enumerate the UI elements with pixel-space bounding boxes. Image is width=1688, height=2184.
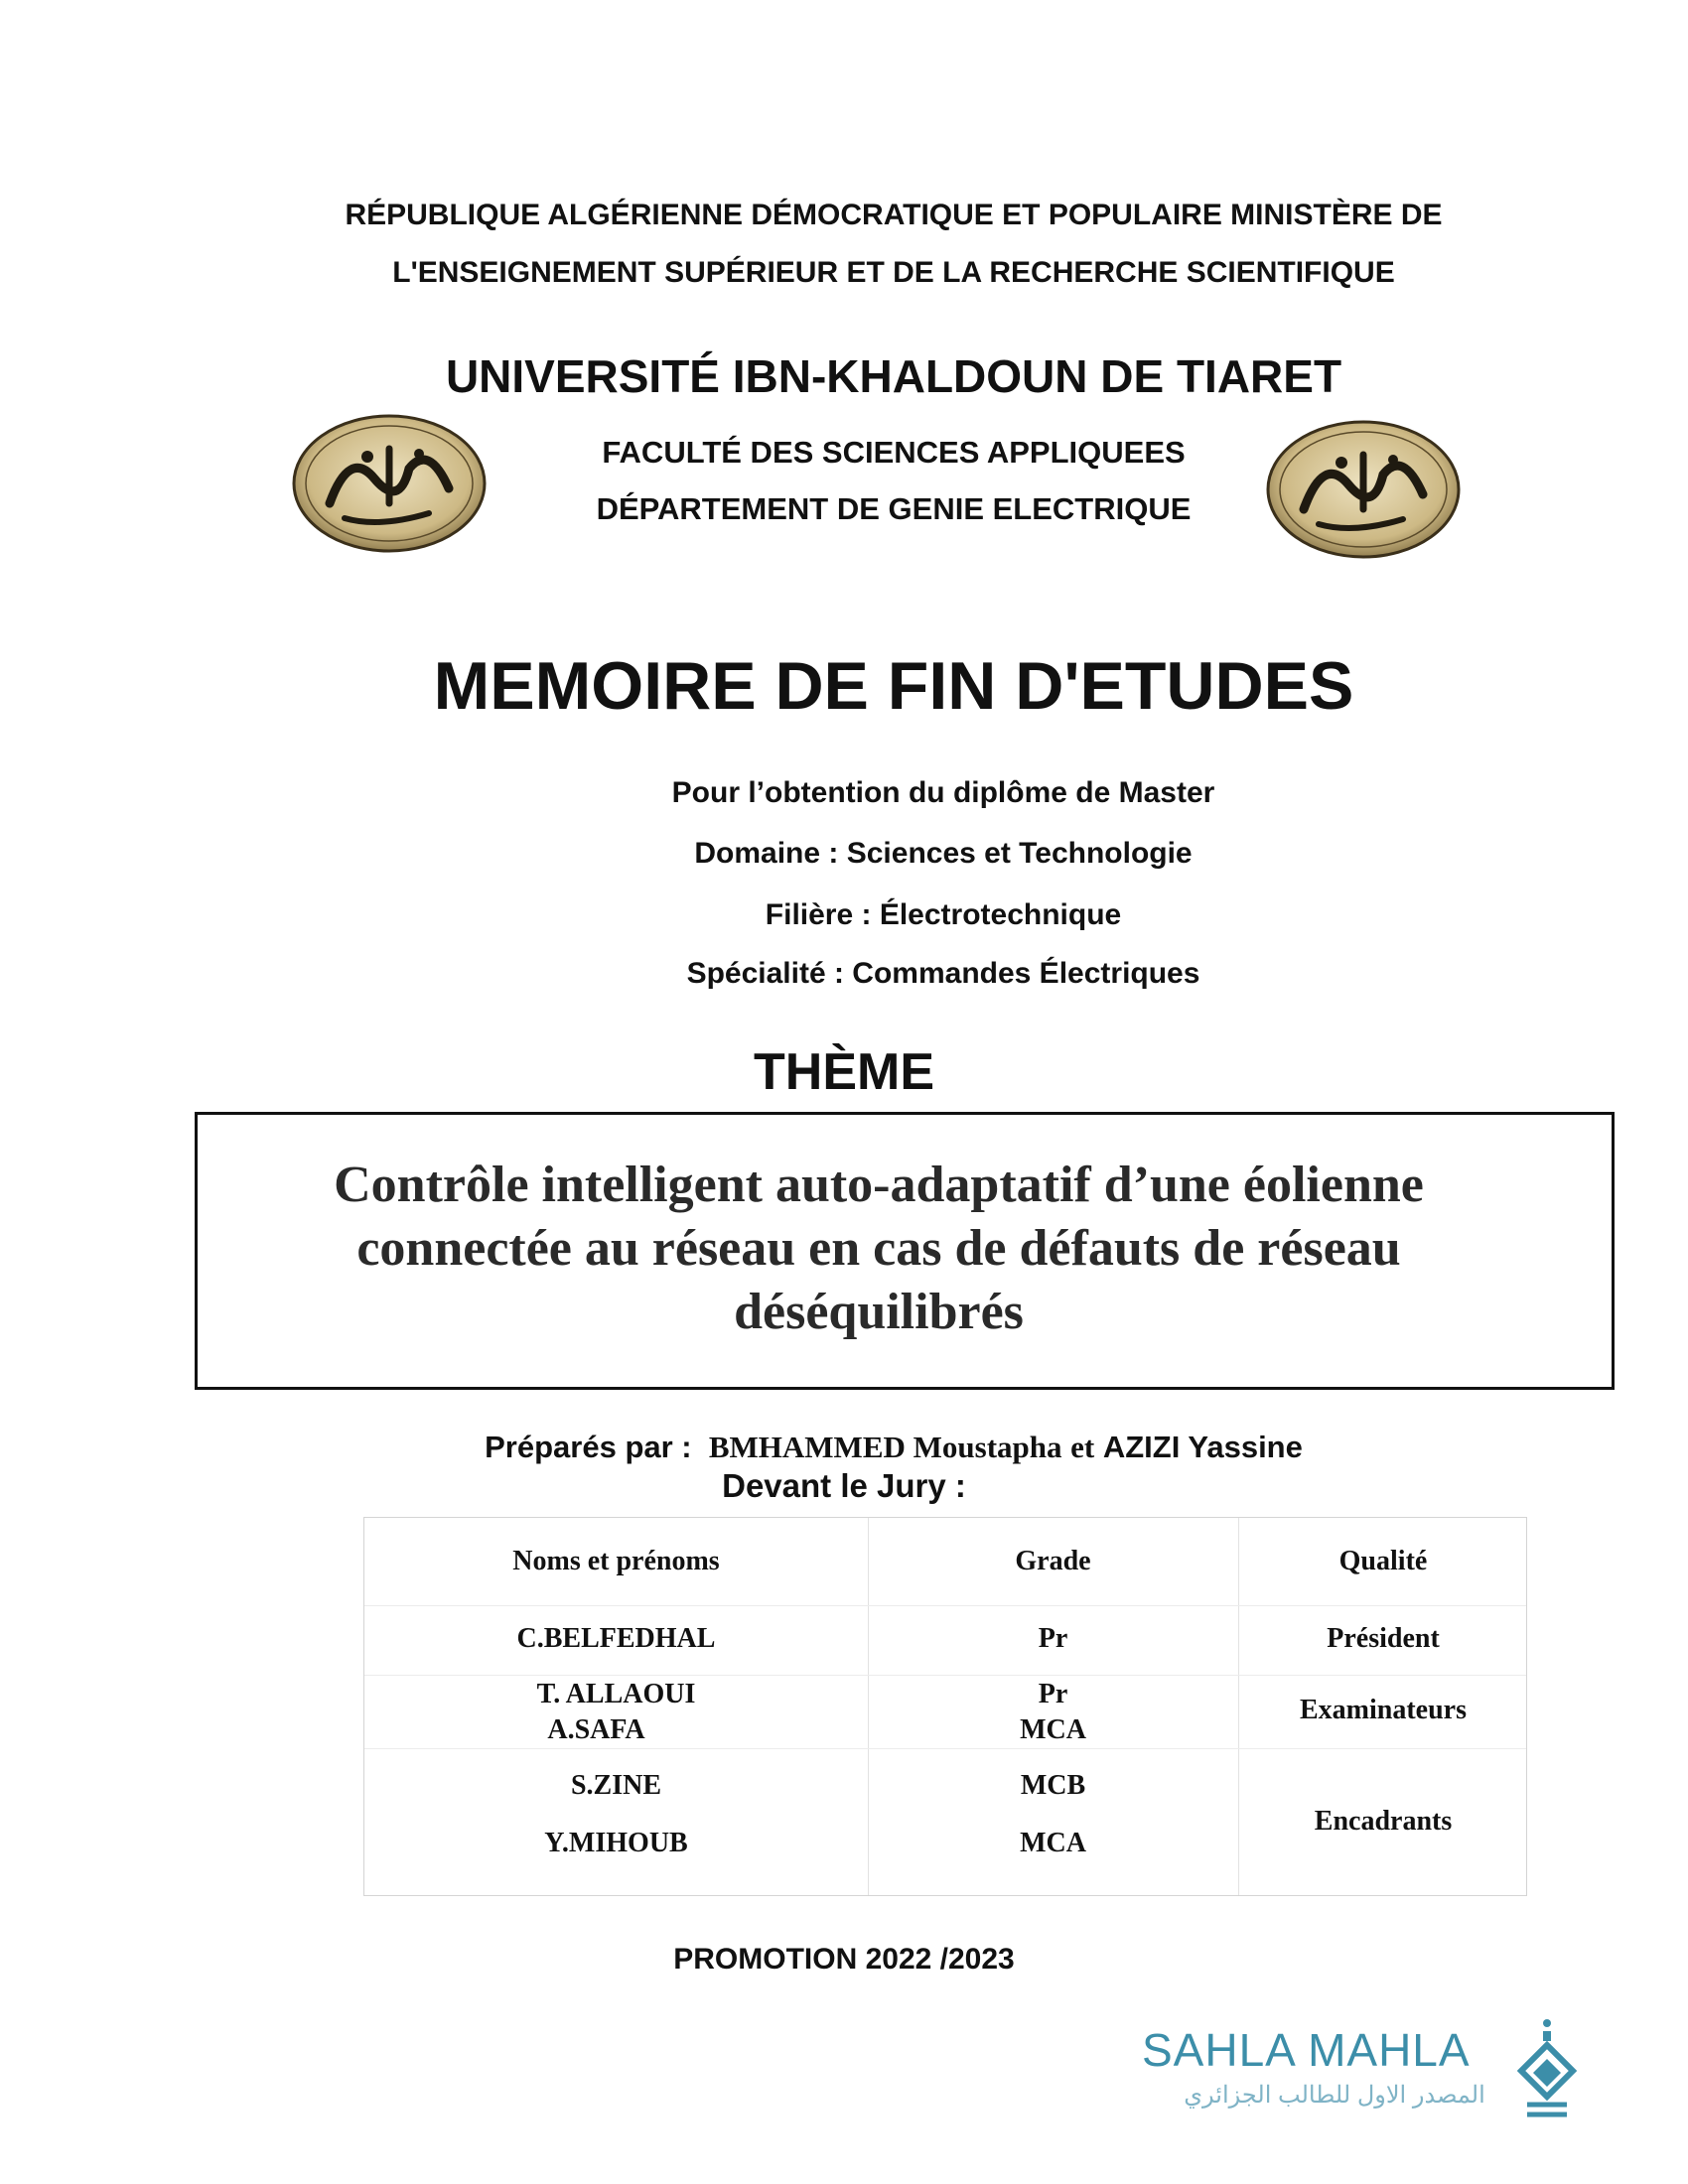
theme-title-line: Contrôle intelligent auto-adaptatif d’une éolienne: [334, 1157, 1424, 1213]
jury-member-name: A.SAFA: [547, 1714, 645, 1745]
jury-member-role: Président: [1327, 1623, 1440, 1654]
author-conjunction: et: [1070, 1430, 1095, 1464]
watermark-brand: SAHLA MAHLA: [1142, 2024, 1471, 2076]
sahla-logo-icon: [1517, 2015, 1577, 2124]
jury-table: [363, 1517, 1527, 1896]
jury-member-grade: MCB: [1020, 1770, 1086, 1801]
theme-title-line: déséquilibrés: [734, 1284, 1024, 1340]
domain-line: Domaine : Sciences et Technologie: [694, 837, 1193, 870]
university-name: UNIVERSITÉ IBN-KHALDOUN DE TIARET: [445, 350, 1342, 402]
diploma-line: Pour l’obtention du diplôme de Master: [671, 776, 1215, 809]
header-line-1: RÉPUBLIQUE ALGÉRIENNE DÉMOCRATIQUE ET POPULAIRE MINISTÈRE DE: [345, 199, 1443, 231]
university-seal-icon: [290, 409, 489, 558]
promotion-year: PROMOTION 2022 /2023: [673, 1943, 1015, 1976]
department-name: DÉPARTEMENT DE GENIE ELECTRIQUE: [596, 491, 1192, 526]
jury-member-name: S.ZINE: [570, 1770, 662, 1801]
theme-title-line: connectée au réseau en cas de défauts de réseau: [356, 1220, 1401, 1277]
theme-title: [228, 1154, 1529, 1344]
prepared-label: Préparés par :: [485, 1430, 692, 1464]
specialty-line: Spécialité : Commandes Électriques: [686, 957, 1200, 990]
table-header: Noms et prénoms: [512, 1546, 720, 1576]
jury-member-grade: Pr: [1038, 1623, 1068, 1654]
jury-member-grade: MCA: [1020, 1828, 1086, 1858]
table-header: Grade: [1015, 1546, 1091, 1576]
field-line: Filière : Électrotechnique: [765, 898, 1122, 931]
table-header: Qualité: [1338, 1546, 1428, 1576]
jury-member-role: Examinateurs: [1300, 1695, 1467, 1725]
jury-label: Devant le Jury :: [722, 1467, 966, 1504]
faculty-name: FACULTÉ DES SCIENCES APPLIQUEES: [602, 435, 1186, 470]
sahla-mahla-watermark: [1142, 2015, 1579, 2124]
header-line-2: L'ENSEIGNEMENT SUPÉRIEUR ET DE LA RECHERCHE SCIENTIFIQUE: [392, 256, 1395, 289]
prepared-by: [199, 1430, 1589, 1465]
jury-member-name: Y.MIHOUB: [544, 1828, 688, 1858]
jury-member-name: T. ALLAOUI: [536, 1679, 696, 1709]
theme-label: THÈME: [754, 1043, 934, 1101]
author-2: AZIZI Yassine: [1102, 1430, 1303, 1464]
jury-member-role: Encadrants: [1314, 1806, 1453, 1837]
document-title: MEMOIRE DE FIN D'ETUDES: [433, 648, 1354, 724]
author-1: BMHAMMED Moustapha: [708, 1430, 1062, 1464]
jury-member-grade: MCA: [1020, 1714, 1086, 1745]
jury-member-name: C.BELFEDHAL: [516, 1623, 716, 1654]
jury-member-grade: Pr: [1038, 1679, 1068, 1709]
watermark-tagline: المصدر الاول للطالب الجزائري: [1184, 2082, 1485, 2109]
